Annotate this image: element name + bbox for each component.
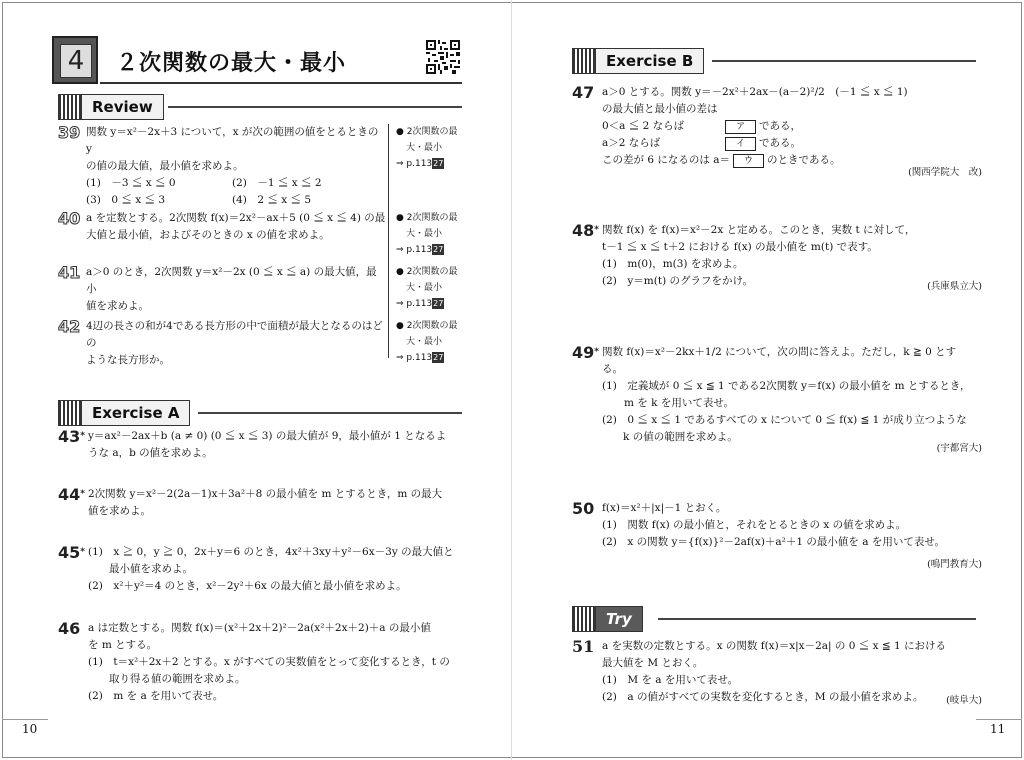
source-citation: (関西学院大 改) [908,167,982,178]
qr-code-icon[interactable] [426,40,460,74]
problem-number: 44 [58,485,81,504]
page-number-right: 11 [990,722,1006,736]
problem-number: 43 [58,427,81,446]
problem-number: 39 [58,123,81,142]
problem-number: 41 [58,263,81,282]
chapter-number-box [52,36,98,84]
source-citation: (岐阜大) [946,695,982,706]
section-label: Try [596,606,643,632]
problem-number: 50 [572,499,595,518]
section-review [58,94,462,120]
section-exercise-b [572,48,976,74]
problem-number: 46 [58,619,81,638]
section-label: Review [82,94,164,120]
reference-note[interactable]: ● 2次関数の最 大・最小 ⇒ p.11327 [396,267,458,309]
section-try [572,606,976,632]
section-label: Exercise B [596,48,704,74]
problem-number: 51 [572,637,595,656]
chapter-number: 4 [60,44,92,78]
reference-note[interactable]: ● 2次関数の最 大・最小 ⇒ p.11327 [396,321,458,363]
right-page: Exercise B 47 a＞0 とする。関数 y＝－2x²＋2ax－(a－2)²/2 (－1 ≦ x ≦ 1) の最大値と最小値の差は 0＜a ≦ 2 ならば ア である， a＞2 ならば イ である。 この差が 6 になるのは a＝ ウ のときである。 (関西学院大 改) 48* 関数 f(x) を f(x)＝x²－2x と定める。このとき，実数 t に対して， t－1 ≦ x ≦ t＋2 における f(x) の最小値を m(t) で表す。 (1) m(0)，m(3) を求めよ。 (2) y＝m(t) のグラフをかけ。 (兵庫県立大) 49* 関数 f(x)＝x²－2kx＋1/2 について，次の問に答えよ。ただし，k ≧ 0 とす る。 (1) 定義域が 0 ≦ x ≦ 1 である2次関数 y＝f(x) の最小値を m とするとき，m を k を用いて表せ。 (2) 0 ≦ x ≦ 1 であるすべての x について 0 ≦ f(x) ≦ 1 が成り立つような k の値の範囲を求めよ。 (宇都宮大) 50 f(x)＝x²＋|x|－1 とおく。 (1) 関数 f(x) の最小値と，それをとるときの x の値を求めよ。 (2) x の関数 y＝{f(x)}²－2af(x)＋a²＋1 の最小値を a を用いて表せ。 (鳴門教育大) Try 51 a を実数の定数とする。x の関数 f(x)＝x|x－2a| の 0 ≦ x ≦ 1 における 最大値を M とおく。 (1) M を a を用いて表せ。 (2) a の値がすべての実数を変化するとき，M の最小値を求めよ。 (岐阜大) 11 [512,0,1024,760]
chapter-header [52,36,462,86]
problem-number: 49 [572,343,595,362]
answer-box: ア [725,120,756,134]
problem-number: 48 [572,221,595,240]
answer-box: ウ [733,154,764,168]
answer-box: イ [725,137,756,151]
source-citation: (兵庫県立大) [927,281,982,292]
source-citation: (鳴門教育大) [927,559,982,570]
reference-note[interactable]: ● 2次関数の最 大・最小 ⇒ p.11327 [396,127,458,169]
section-exercise-a [58,400,462,426]
reference-note[interactable]: ● 2次関数の最 大・最小 ⇒ p.11327 [396,213,458,255]
left-page: 4 ２次関数の最大・最小 Review 39 関数 y＝x²－2x＋3 について，x が次の範囲の値をとるときの y の値の最大値，最小値を求めよ。 (1) －3 ≦ x ≦ 0 (2) －1 ≦ x ≦ 2 (3) 0 ≦ x ≦ 3 (4) 2 ≦ x ≦ 5 40 a を定数とする。2次関数 f(x)＝2x²－ax＋5 (0 ≦ x ≦ 4) の最 大値と最小値，およびそのときの x の値を求めよ。 41 a＞0 のとき，2次関数 y＝x²－2x (0 ≦ x ≦ a) の最大値，最小 値を求めよ。 42 4辺の長さの和が4である長方形の中で面積が最大となるのはどの ような長方形か。 ● 2次関数の最 大・最小 ⇒ p.11327 ● 2次関数の最 大・最小 ⇒ p.11327 ● 2次関数の最 大・最小 ⇒ p.11327 ● 2次関数の最 大・最小 ⇒ p.11327 Exercise A 43* y＝ax²－2ax＋b (a ≠ 0) (0 ≦ x ≦ 3) の最大値が 9，最小値が 1 となるよ うな a，b の値を求めよ。 44* 2次関数 y＝x²－2(2a－1)x＋3a²＋8 の最小値を m とするとき，m の最大 値を求めよ。 45* (1) x ≧ 0，y ≧ 0，2x＋y＝6 のとき，4x²＋3xy＋y²－6x－3y の最大値と 最小値を求めよ。 (2) x²＋y²＝4 のとき，x²－2y²＋6x の最大値と最小値を求めよ。 46 a は定数とする。関数 f(x)＝(x²＋2x＋2)²－2a(x²＋2x＋2)＋a の最小値 を m とする。 (1) t＝x²＋2x＋2 とする。x がすべての実数値をとって変化するとき，t の 取り得る値の範囲を求めよ。 (2) m を a を用いて表せ。 10 [0,0,512,760]
problem-number: 47 [572,83,595,102]
chapter-rule [100,82,462,84]
problem-number: 40 [58,209,81,228]
chapter-title: ２次関数の最大・最小 [116,51,347,76]
source-citation: (宇都宮大) [936,443,982,454]
problem-number: 42 [58,317,81,336]
problem-number: 45 [58,543,81,562]
section-label: Exercise A [82,400,190,426]
reference-divider [388,124,389,358]
page-number-left: 10 [22,722,38,736]
